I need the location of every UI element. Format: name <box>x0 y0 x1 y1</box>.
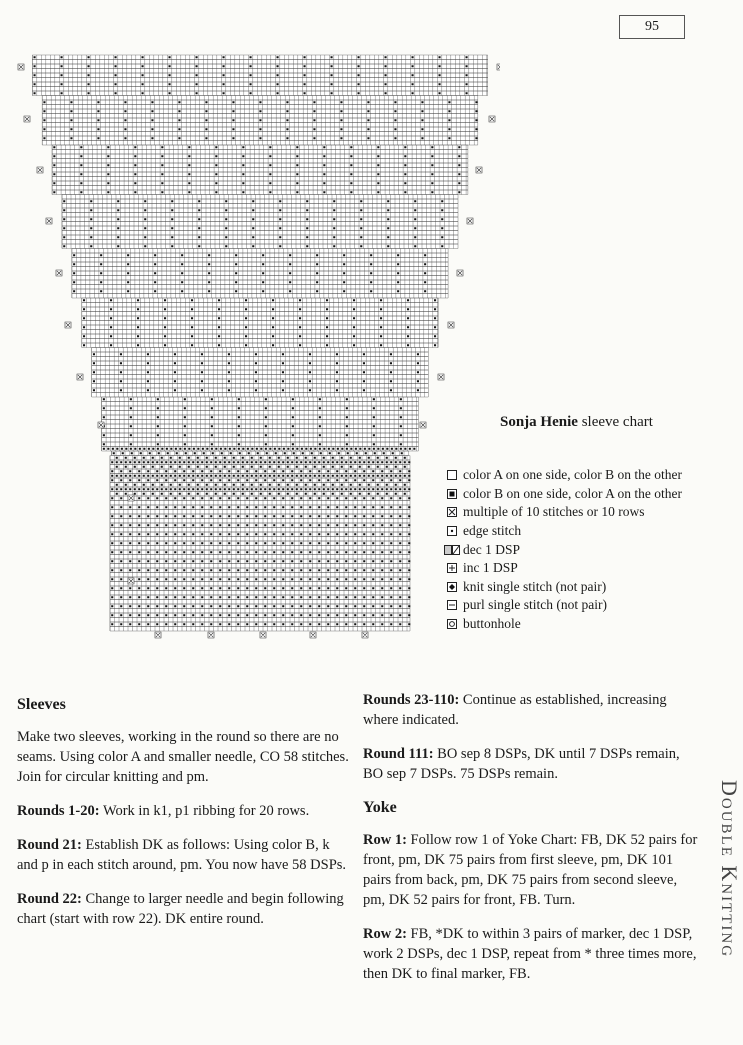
legend-item: edge stitch <box>444 522 682 541</box>
chart-title <box>500 414 653 431</box>
legend-item: dec 1 DSP <box>444 540 682 559</box>
legend-item: color B on one side, color A on the other <box>444 485 682 504</box>
row-marker-icon <box>18 64 24 70</box>
instruction-step: Round 21: Establish DK as follows: Using color B, k and p in each stitch around, pm. You now have 58 DSPs. <box>17 837 347 873</box>
crossed-square-icon <box>444 507 460 517</box>
chart-grid <box>32 55 487 631</box>
right-column <box>363 690 698 998</box>
instruction-step: Round 22: Change to larger needle and begin following chart (start with row 22). DK entire round. <box>17 891 344 927</box>
chart-title-bold: Sonja Henie <box>500 414 578 430</box>
row-marker-icon <box>155 632 161 638</box>
left-column <box>17 695 352 943</box>
row-marker-icon <box>489 116 495 122</box>
row-marker-icon <box>24 116 30 122</box>
legend-item: multiple of 10 stitches or 10 rows <box>444 503 682 522</box>
section-side-title: Double Knitting <box>717 780 742 959</box>
row-marker-icon <box>77 374 83 380</box>
row-marker-icon <box>476 167 482 173</box>
dot-square-icon <box>444 526 460 536</box>
legend-item: purl single stitch (not pair) <box>444 596 682 615</box>
decrease-slash-icon <box>444 545 460 555</box>
chart-title-rest: sleeve chart <box>581 414 653 430</box>
row-marker-icon <box>310 632 316 638</box>
row-marker-icon <box>208 632 214 638</box>
yoke-heading: Yoke <box>363 799 397 816</box>
dash-square-icon <box>444 600 460 610</box>
sleeve-chart <box>0 0 500 640</box>
row-marker-icon <box>98 422 104 428</box>
row-marker-icon <box>457 270 463 276</box>
page-number: 95 <box>619 15 685 39</box>
filled-square-icon <box>444 489 460 499</box>
row-marker-icon <box>362 632 368 638</box>
row-marker-icon <box>65 322 71 328</box>
circle-square-icon <box>444 619 460 629</box>
row-marker-icon <box>128 495 134 501</box>
sleeves-intro: Make two sleeves, working in the round so there are no seams. Using color A and smaller needle, CO 58 stitches. Join for circular knitting and pm. <box>17 729 349 785</box>
instruction-step: Round 111: BO sep 8 DSPs, DK until 7 DSPs remain, BO sep 7 DSPs. 75 DSPs remain. <box>363 746 680 782</box>
chart-legend <box>444 466 682 633</box>
legend-item: buttonhole <box>444 615 682 634</box>
row-marker-icon <box>37 167 43 173</box>
instruction-step: Row 2: FB, *DK to within 3 pairs of marker, dec 1 DSP, work 2 DSPs, dec 1 DSP, repeat from * three times more, then DK to final marker, FB. <box>363 926 697 982</box>
row-marker-icon <box>420 422 426 428</box>
diamond-square-icon <box>444 582 460 592</box>
row-marker-icon <box>56 270 62 276</box>
row-marker-icon <box>46 218 52 224</box>
legend-item: color A on one side, color B on the other <box>444 466 682 485</box>
row-marker-icon <box>438 374 444 380</box>
plus-square-icon <box>444 563 460 573</box>
instruction-step: Rounds 1-20: Work in k1, p1 ribbing for 20 rows. <box>17 803 310 819</box>
row-marker-icon <box>260 632 266 638</box>
legend-item: knit single stitch (not pair) <box>444 578 682 597</box>
legend-item: inc 1 DSP <box>444 559 682 578</box>
row-marker-icon <box>467 218 473 224</box>
sleeves-heading: Sleeves <box>17 696 66 713</box>
instruction-step: Rounds 23-110: Continue as established, increasing where indicated. <box>363 692 667 728</box>
empty-square-icon <box>444 470 460 480</box>
row-marker-icon <box>448 322 454 328</box>
row-marker-icon <box>128 578 134 584</box>
instruction-step: Row 1: Follow row 1 of Yoke Chart: FB, DK 52 pairs for front, pm, DK 75 pairs from first sleeve, pm, DK 101 pairs from back, pm, DK 75 pairs from second sleeve, pm, DK 52 pairs for front, FB. Turn. <box>363 832 698 908</box>
row-marker-icon <box>497 64 500 70</box>
